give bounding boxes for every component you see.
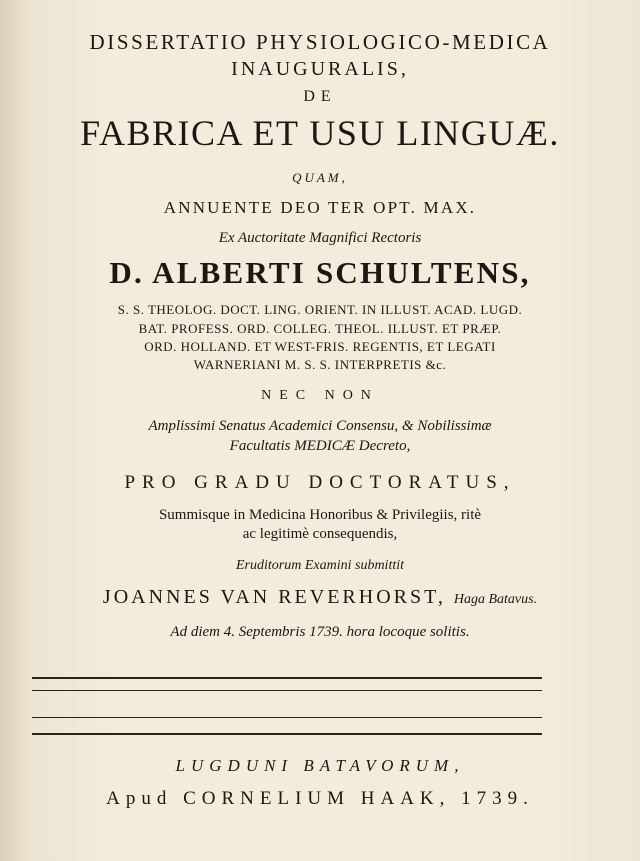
publisher-line: Apud CORNELIUM HAAK, 1739. xyxy=(106,788,534,809)
rector-titles-1: S. S. THEOLOG. DOCT. LING. ORIENT. IN ILLUST. ACAD. LUGD. xyxy=(117,302,523,317)
dissertation-heading: DISSERTATIO PHYSIOLOGICO-MEDICA xyxy=(89,30,551,54)
summisque-line-2: ac legitimè consequendis, xyxy=(242,526,398,542)
author-name: JOANNES VAN REVERHORST, xyxy=(102,586,446,608)
rector-name: D. ALBERTI SCHULTENS, xyxy=(109,255,531,290)
author-line xyxy=(0,586,640,609)
nec-non-line: NEC NON xyxy=(261,388,379,403)
rector-titles-2: BAT. PROFESS. ORD. COLLEG. THEOL. ILLUST. ET PRÆP. xyxy=(138,321,502,336)
rule-1 xyxy=(32,677,542,679)
senatus-line-2: Facultatis MEDICÆ Decreto, xyxy=(229,438,411,454)
rule-4 xyxy=(32,733,542,735)
date-line: Ad diem 4. Septembris 1739. hora locoque solitis. xyxy=(170,624,470,640)
author-origin: Haga Batavus. xyxy=(453,592,538,607)
de-heading: DE xyxy=(303,88,337,105)
inauguralis-heading: INAUGURALIS, xyxy=(231,58,409,80)
summisque-line-1: Summisque in Medicina Honoribus & Privilegiis, ritè xyxy=(158,507,482,523)
rule-2 xyxy=(32,690,542,691)
rule-3 xyxy=(32,717,542,718)
quam-line: QUAM, xyxy=(292,170,348,185)
annuente-line: ANNUENTE DEO TER OPT. MAX. xyxy=(163,198,477,217)
place-line: LUGDUNI BATAVORUM, xyxy=(175,756,465,775)
pro-gradu-line: PRO GRADU DOCTORATUS, xyxy=(124,472,516,493)
ex-auctoritate-line: Ex Auctoritate Magnifici Rectoris xyxy=(218,230,422,246)
main-title: FABRICA ET USU LINGUÆ. xyxy=(80,113,560,153)
eruditorum-line: Eruditorum Examini submittit xyxy=(236,558,404,573)
rector-titles-3: ORD. HOLLAND. ET WEST-FRIS. REGENTIS, ET LEGATI xyxy=(144,339,496,354)
senatus-line-1: Amplissimi Senatus Academici Consensu, & Nobilissimæ xyxy=(148,418,492,434)
rector-titles-4: WARNERIANI M. S. S. INTERPRETIS &c. xyxy=(193,357,447,372)
